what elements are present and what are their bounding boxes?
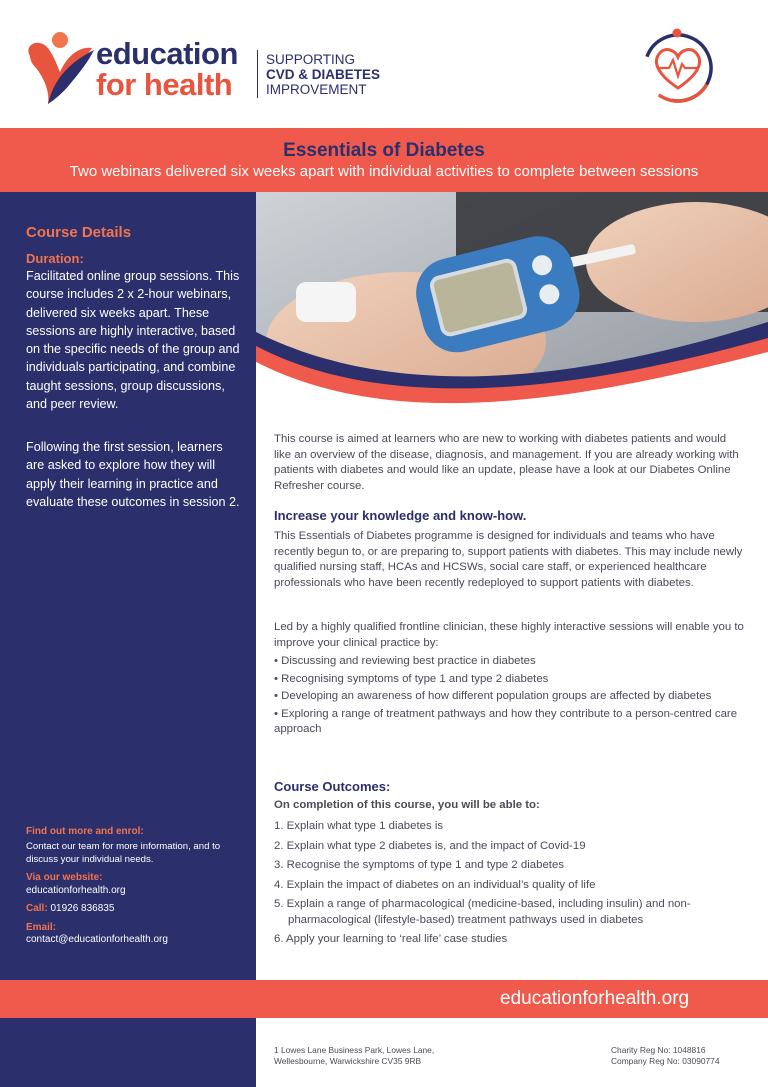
- call-label: Call:: [26, 903, 48, 914]
- footer-address: [274, 1045, 484, 1067]
- intro-paragraph: This course is aimed at learners who are new to working with diabetes patients and would like an overview of the disease, diagnosis, and management. If you are already working with patients with diabetes and would like an update, please have a look at our Diabetes Online Refresher course.: [274, 433, 739, 492]
- list-item: • Discussing and reviewing best practice in diabetes: [274, 655, 536, 667]
- outcomes-heading: Course Outcomes:: [274, 779, 391, 794]
- audience-paragraph: This Essentials of Diabetes programme is designed for individuals and teams who have recently begun to, or are preparing to, support patients with diabetes. This may include newly qualified nursing staff, HCAs and HCSWs, social care staff, or experienced healthcare professionals who have been recently redeployed to support patients with diabetes.: [274, 530, 743, 589]
- address-line-2: Wellesbourne, Warwickshire CV35 9RB: [274, 1056, 422, 1066]
- list-item: 6. Apply your learning to ‘real life’ case studies: [274, 933, 508, 945]
- outcomes-list: [274, 819, 744, 952]
- website-link[interactable]: educationforhealth.org: [26, 885, 126, 896]
- heart-ecg-icon: [637, 26, 719, 108]
- benefits-list: [274, 654, 744, 740]
- logo-divider: [257, 50, 258, 98]
- charity-reg: Charity Reg No: 1048816: [611, 1045, 706, 1055]
- email-label: Email:: [26, 922, 57, 933]
- duration-label: Duration:: [26, 251, 84, 266]
- led-paragraph: Led by a highly qualified frontline clinician, these highly interactive sessions will enable you to improve your clinical practice by:: [274, 621, 744, 649]
- list-item: 2. Explain what type 2 diabetes is, and the impact of Covid-19: [274, 839, 586, 852]
- tagline-1: SUPPORTING: [266, 52, 356, 67]
- outcomes-lead: On completion of this course, you will be able to:: [274, 799, 540, 811]
- enrol-label: Find out more and enrol:: [26, 826, 144, 837]
- session-text: Following the first session, learners are asked to explore how they will apply their learning in practice and evaluate these outcomes in session 2.: [26, 440, 240, 509]
- header: [0, 0, 768, 128]
- list-item: 5. Explain a range of pharmacological (medicine-based, including insulin) and non-pharmacological (lifestyle-based) treatment pathways used in diabetes: [274, 898, 691, 926]
- footer-website-link[interactable]: educationforhealth.org: [500, 988, 690, 1009]
- website-label: Via our website:: [26, 872, 103, 883]
- heart-person-logo-icon: [22, 28, 100, 106]
- footer-navy-block: [0, 1018, 256, 1087]
- list-item: • Developing an awareness of how different population groups are affected by diabetes: [274, 690, 712, 702]
- logo-line-1: education: [96, 36, 238, 71]
- company-reg: Company Reg No: 03090774: [611, 1056, 720, 1066]
- list-item: • Exploring a range of treatment pathways and how they contribute to a person-centred care approach: [274, 707, 738, 735]
- phone-number[interactable]: 01926 836835: [50, 903, 115, 914]
- email-link[interactable]: contact@educationforhealth.org: [26, 934, 168, 945]
- list-item: 3. Recognise the symptoms of type 1 and type 2 diabetes: [274, 859, 564, 871]
- knowledge-heading: Increase your knowledge and know-how.: [274, 508, 527, 523]
- address-line-1: 1 Lowes Lane Business Park, Lowes Lane,: [274, 1045, 435, 1055]
- list-item: 1. Explain what type 1 diabetes is: [274, 820, 444, 832]
- footer-registration: [611, 1045, 719, 1067]
- glucose-meter-photo: [256, 192, 768, 424]
- list-item: • Recognising symptoms of type 1 and type 2 diabetes: [274, 672, 549, 685]
- course-details-heading: Course Details: [26, 224, 132, 241]
- tagline: [266, 52, 380, 97]
- tagline-3: IMPROVEMENT: [266, 82, 367, 97]
- call-line: [26, 903, 114, 914]
- list-item: 4. Explain the impact of diabetes on an individual’s quality of life: [274, 878, 596, 891]
- page-title: Essentials of Diabetes: [283, 140, 485, 161]
- tagline-2: CVD & DIABETES: [266, 67, 381, 82]
- logo-wordmark: [96, 38, 238, 100]
- logo-line-2: for health: [96, 67, 233, 102]
- contact-text: Contact our team for more information, and to discuss your individual needs.: [26, 841, 221, 865]
- page-subtitle: Two webinars delivered six weeks apart with individual activities to complete between sessions: [69, 163, 699, 180]
- duration-text: Facilitated online group sessions. This course includes 2 x 2-hour webinars, delivered six weeks apart. These sessions are highly interactive, based on the specific needs of the group and individuals participating, and combine taught sessions, group discussions, and peer review.: [26, 269, 240, 412]
